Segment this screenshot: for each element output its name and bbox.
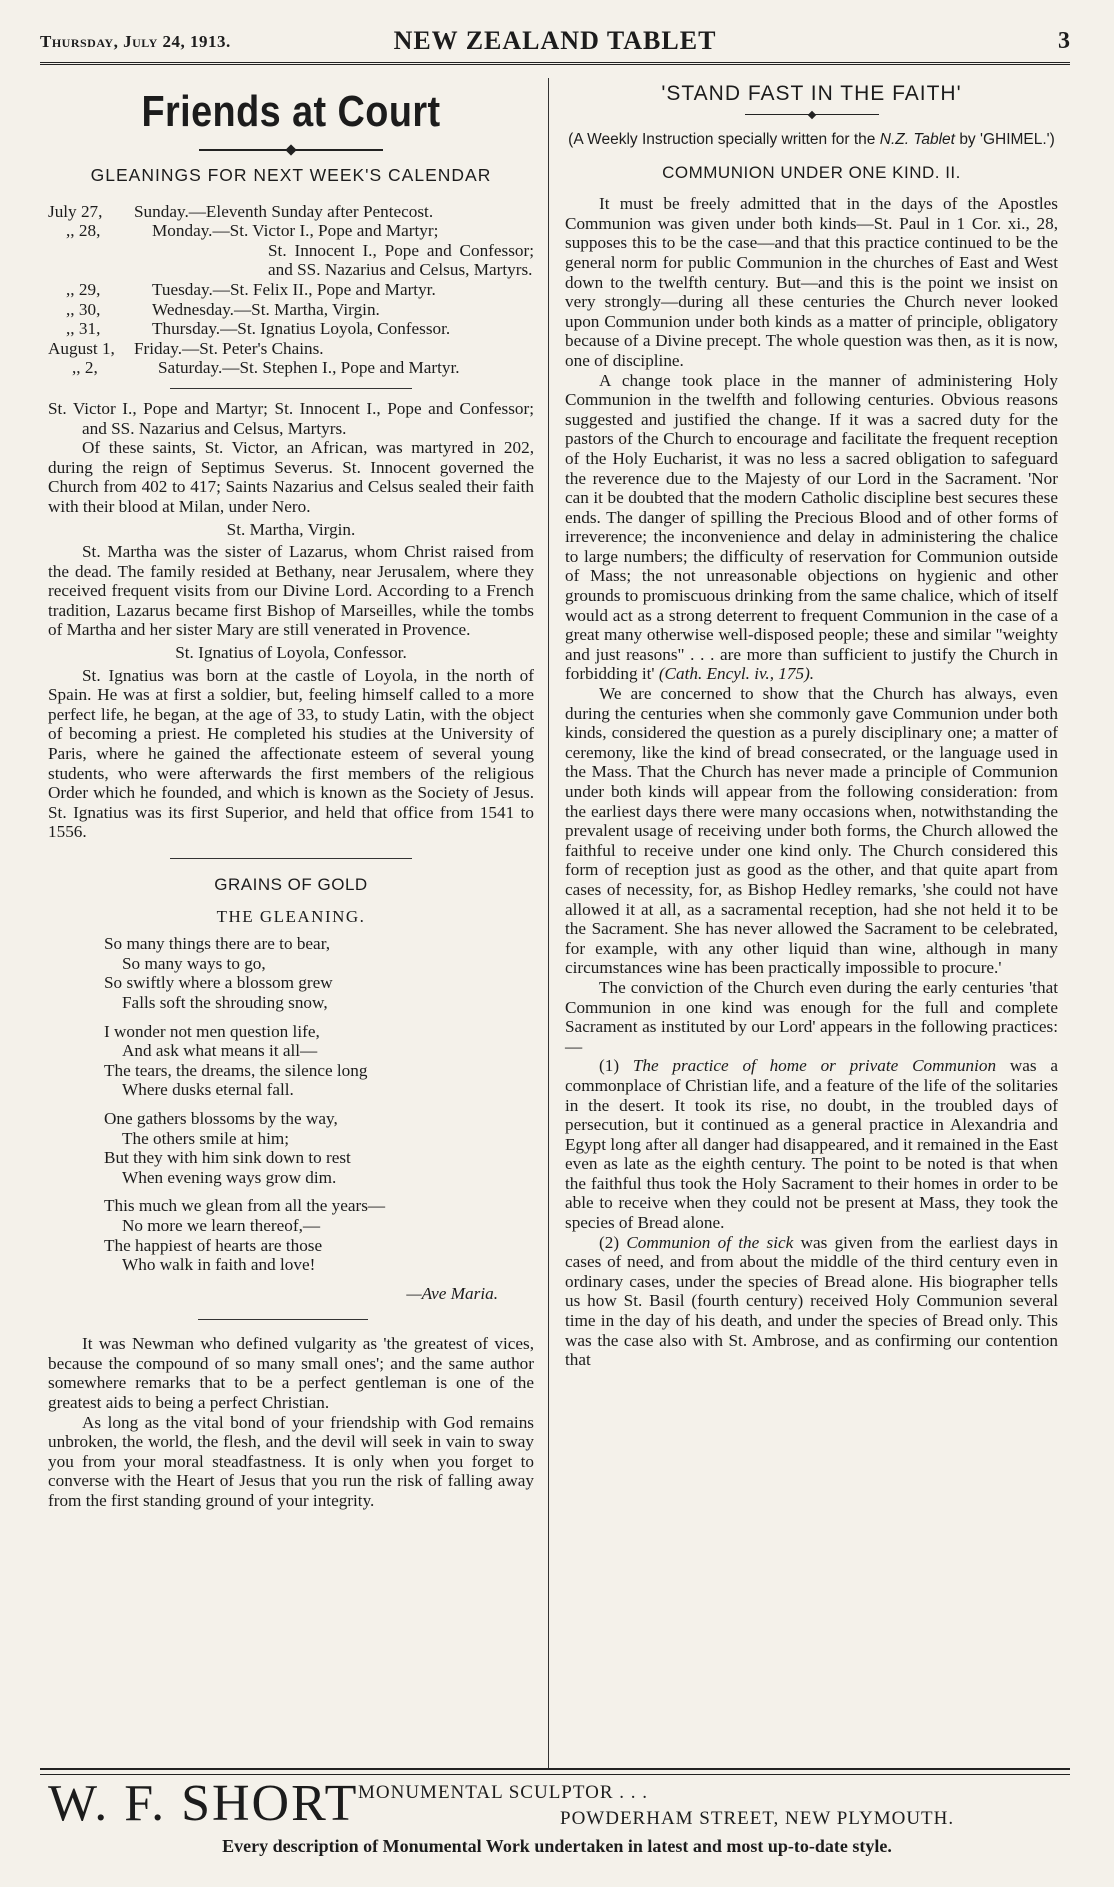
poem-line: No more we learn thereof,— <box>122 1215 321 1235</box>
calendar-feast: Wednesday.—St. Martha, Virgin. <box>152 299 380 319</box>
left-column <box>48 78 534 1511</box>
calendar-feast: Sunday.—Eleventh Sunday after Pentecost. <box>134 201 434 221</box>
stand-fast-title: 'STAND FAST IN THE FAITH' <box>661 82 962 105</box>
poem-attribution: —Ave Maria. <box>406 1283 498 1303</box>
calendar-date: ,, 29, <box>66 279 101 299</box>
calendar-date: ,, 28, <box>66 221 101 241</box>
communion-paragraph-4: The conviction of the Church even during the early centuries 'that Communion in one kind was enough for the full and complete Sacrament as instituted by our Lord' appears in the following practices:— <box>565 977 1058 1056</box>
advert-rule <box>40 1768 1070 1775</box>
encyclopedia-citation: (Cath. Encyl. iv., 175). <box>658 664 815 684</box>
practice-title-1: The practice of home or private Communion <box>632 1056 997 1076</box>
calendar-date: ,, 31, <box>66 319 101 339</box>
calendar-date: ,, 30, <box>66 299 101 319</box>
poem-line: The others smile at him; <box>122 1128 290 1148</box>
newman-paragraph: It was Newman who defined vulgarity as 'the greatest of vices, because the compound of so many small ones'; and the same author somewhere remarks that to be a perfect gentleman is one of the greatest aids to being a perfect Christian. <box>48 1334 534 1413</box>
communion-paragraph-6 <box>565 1233 1058 1370</box>
practice-text-2: was given from the earliest days in cases of need, and from about the middle of the third century even in ordinary cases, under the species of Bread alone. His biographer tells us how St. Basil (fourth century) received Holy Communion several time in the day of his death, and under the species of Bread only. This was the case also with St. Ambrose, and as confirming our contention that <box>565 1232 1059 1370</box>
advert-trade: MONUMENTAL SCULPTOR . . . <box>358 1782 649 1803</box>
instruction-note <box>565 130 1058 149</box>
ignatius-subheading: St. Ignatius of Loyola, Confessor. <box>175 643 407 663</box>
section-rule <box>198 1319 368 1320</box>
communion-heading: COMMUNION UNDER ONE KIND. II. <box>662 162 961 182</box>
communion-paragraph-1: It must be freely admitted that in the days of the Apostles Communion was given under both kinds—St. Paul in 1 Cor. xi., 28, supposes this to be the case—and that this practice continued to be the general norm for public Communion in the churches of East and West down to the twelfth century. But—and this is the point we insist on very strongly—during all these centuries the Church never looked upon Communion under both kinds as a matter of principle, obligatory because of a Divine precept. The whole question was then, as it is now, one of discipline. <box>565 194 1058 370</box>
calendar-heading: GLEANINGS FOR NEXT WEEK'S CALENDAR <box>90 165 492 185</box>
communion-paragraph-2 <box>565 371 1058 685</box>
instruction-note-a: (A Weekly Instruction specially written for the <box>568 130 876 148</box>
poem-line: So many ways to go, <box>122 953 266 973</box>
saints-summary: St. Victor I., Pope and Martyr; St. Innocent I., Pope and Confessor; and SS. Nazarius and Celsus, Martyrs. <box>48 398 534 438</box>
poem-line: The tears, the dreams, the silence long <box>104 1060 368 1080</box>
advert-address: POWDERHAM STREET, NEW PLYMOUTH. <box>560 1808 955 1829</box>
poem-line: I wonder not men question life, <box>104 1021 320 1041</box>
calendar-feast: Tuesday.—St. Felix II., Pope and Martyr. <box>152 279 436 299</box>
practice-number-2: (2) <box>599 1232 620 1252</box>
friends-at-court-title: Friends at Court <box>141 87 441 136</box>
calendar-date: ,, 2, <box>72 358 98 378</box>
ornament-divider <box>565 112 1058 118</box>
poem-stanza <box>104 934 534 1012</box>
calendar-feast-continued: St. Innocent I., Pope and Confessor; and SS. Nazarius and Celsus, Martyrs. <box>268 240 534 280</box>
calendar-entry <box>48 221 534 280</box>
poem-line: The happiest of hearts are those <box>104 1235 323 1255</box>
section-rule <box>170 388 412 389</box>
calendar-feast: Friday.—St. Peter's Chains. <box>134 338 324 358</box>
grains-heading: GRAINS OF GOLD <box>214 875 368 894</box>
calendar-entry <box>48 339 534 359</box>
martha-paragraph: St. Martha was the sister of Lazarus, whom Christ raised from the dead. The family resided at Bethany, near Jerusalem, where they received frequent visits from our Divine Lord. According to a French tradition, Lazarus became first Bishop of Marseilles, while the tombs of Martha and her sister Mary are still venerated in Provence. <box>48 542 534 640</box>
calendar-entry <box>48 202 534 222</box>
saints-paragraph: Of these saints, St. Victor, an African, was martyred in 202, during the reign of Septimus Severus. St. Innocent governed the Church from 402 to 417; Saints Nazarius and Celsus sealed their faith with their blood at Milan, under Nero. <box>48 438 534 516</box>
right-column <box>565 78 1058 1370</box>
poem-stanza <box>104 1022 534 1100</box>
masthead <box>40 26 1070 65</box>
instruction-note-b: N.Z. Tablet <box>879 130 955 148</box>
calendar-feast: Saturday.—St. Stephen I., Pope and Martyr. <box>158 358 460 378</box>
column-rule <box>548 78 549 1768</box>
poem-line: But they with him sink down to rest <box>104 1148 351 1168</box>
ignatius-paragraph: St. Ignatius was born at the castle of Loyola, in the north of Spain. He was at first a soldier, but, feeling himself called to a more perfect life, he began, at the age of 33, to study Latin, with the object of becoming a priest. He completed his studies at the University of Paris, where he gained the affectionate esteem of several young students, who were afterwards the first members of the religious Order which he founded, and which is known as the Society of Jesus. St. Ignatius was its first Superior, and held that office from 1541 to 1556. <box>48 665 534 842</box>
instruction-note-c: by 'GHIMEL.') <box>959 130 1055 148</box>
calendar-entry <box>48 358 534 378</box>
practice-number-1: (1) <box>599 1056 620 1076</box>
calendar-feast: Thursday.—St. Ignatius Loyola, Confessor. <box>152 319 451 339</box>
poem-line: So swiftly where a blossom grew <box>104 973 333 993</box>
poem <box>48 934 534 1275</box>
martha-subheading: St. Martha, Virgin. <box>226 519 356 539</box>
advert-tagline: Every description of Monumental Work undertaken in latest and most up-to-date style. <box>222 1836 892 1856</box>
poem-line: And ask what means it all— <box>122 1041 318 1061</box>
poem-stanza <box>104 1109 534 1187</box>
newspaper-title: NEW ZEALAND TABLET <box>393 26 717 55</box>
practice-title-2: Communion of the sick <box>626 1232 794 1252</box>
calendar-feast: Monday.—St. Victor I., Pope and Martyr; <box>152 221 439 241</box>
ornament-divider <box>48 146 534 154</box>
calendar-date: August 1, <box>48 338 115 358</box>
poem-line: Where dusks eternal fall. <box>122 1080 294 1100</box>
issue-date: Thursday, July 24, 1913. <box>40 32 231 51</box>
calendar-list <box>48 202 534 378</box>
calendar-entry <box>48 300 534 320</box>
page-number: 3 <box>1058 28 1070 54</box>
communion-paragraph-5 <box>565 1056 1058 1232</box>
calendar-date: July 27, <box>48 201 103 221</box>
friendship-paragraph: As long as the vital bond of your friendship with God remains unbroken, the world, the flesh, and the devil will seek in vain to sway you from your moral steadfastness. It is only when you forget to converse with the Heart of Jesus that you run the risk of falling away from the first standing ground of your integrity. <box>48 1412 534 1511</box>
calendar-entry <box>48 319 534 339</box>
poem-line: So many things there are to bear, <box>104 934 331 954</box>
section-rule <box>170 858 412 859</box>
practice-text-1: was a commonplace of Christian life, and a feature of the life of the solitaries in the desert. It took its rise, no doubt, in the troubled days of persecution, but it continued as a general practice in Alexandria and Egypt long after all danger had disappeared, and it remained in the East even as late as the eighth century. The point to be noted is that when the faithful thus took the Holy Sacrament to their homes in order to be able to receive when they could not be present at Mass, they took the species of Bread alone. <box>565 1056 1058 1233</box>
poem-line: This much we glean from all the years— <box>104 1196 386 1216</box>
poem-title: THE GLEANING. <box>216 906 366 926</box>
poem-stanza <box>104 1196 534 1274</box>
communion-paragraph-3: We are concerned to show that the Church has always, even during the centuries when she commonly gave Communion under both kinds, considered the question as a purely disciplinary one; a matter of ceremony, like the kind of bread consecrated, or the language used in the Mass. That the Church has never made a principle of Communion under both kinds will appear from the following consideration: from the earliest days there were many occasions when, notwithstanding the prevalent usage of receiving under both forms, the Church allowed the faithful to receive under one kind only. The Church considered this form of reception just as good as the other, and that quite apart from cases of necessity, for, as Bishop Hedley remarks, 'she could not have allowed it at all, as a sacramental reception, had she not held it to be the Sacrament. She has never allowed the Sacrament to be celebrated, for example, with any other liquid than wine, although in many circumstances wine has been practically impossible to procure.' <box>565 684 1058 978</box>
poem-line: One gathers blossoms by the way, <box>104 1108 338 1128</box>
poem-line: Who walk in faith and love! <box>122 1255 316 1275</box>
poem-line: When evening ways grow dim. <box>122 1167 337 1187</box>
poem-line: Falls soft the shrouding snow, <box>122 992 328 1012</box>
advert-name: W. F. SHORT <box>48 1775 359 1832</box>
communion-paragraph-2-text: A change took place in the manner of administering Holy Communion in the twelfth and following centuries. Obvious reasons suggested and justified the change. If it was a sacred duty for the pastors of the Church to encourage and facilitate the frequent reception of the Holy Eucharist, it was no less a sacred obligation to safeguard the reverence due to the Majesty of our Lord in the Sacrament. 'Nor can it be doubted that the modern Catholic discipline best secures these ends. The danger of spilling the Precious Blood and of other forms of irreverence; the inconvenience and delay in administering the chalice to large numbers; the difficulty of reservation for Communion outside of Mass; the not unreasonable objections on hygienic and other grounds to promiscuous drinking from the same chalice, which of itself would act as a strong deterrent to frequent Communion in the case of a great many otherwise well-disposed people; these and similar "weighty and just reasons" . . . are more than sufficient to justify the Church in forbidding it' <box>565 370 1058 684</box>
calendar-entry <box>48 280 534 300</box>
